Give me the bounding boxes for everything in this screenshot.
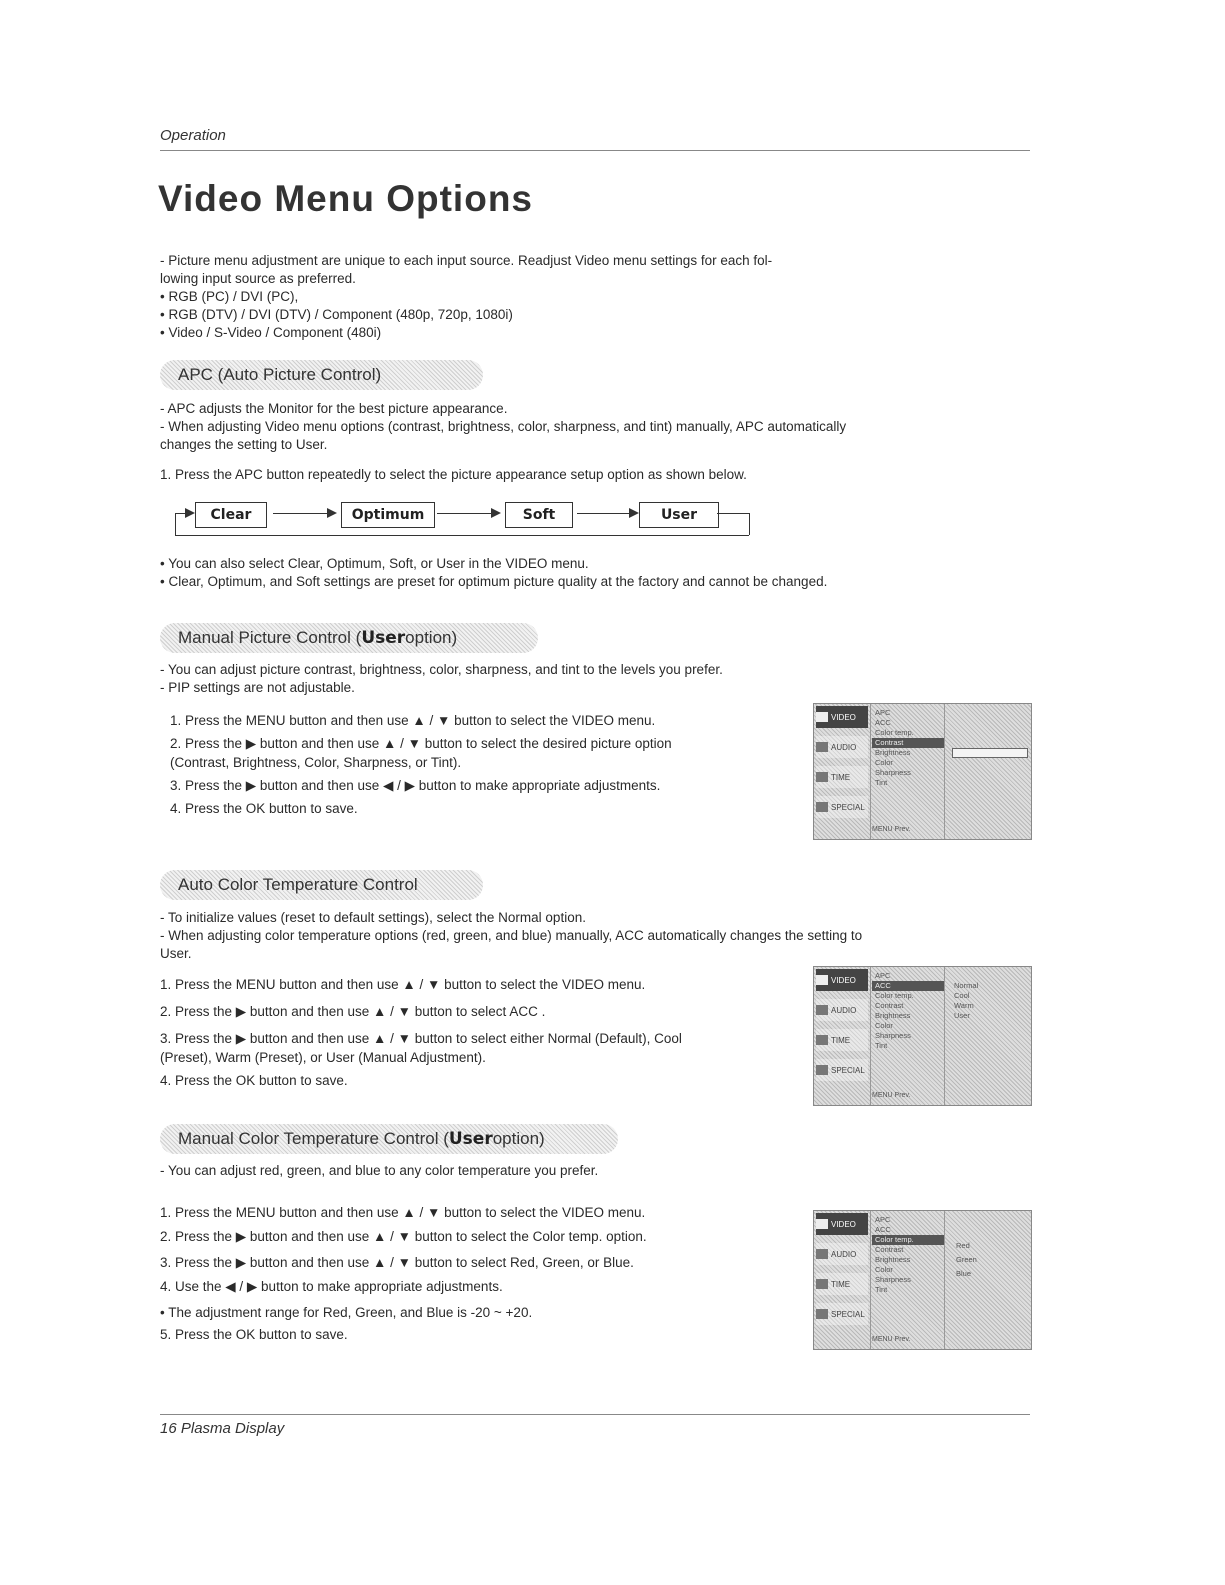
acc-option: Warm: [954, 1001, 974, 1010]
osd-item: ACC: [875, 718, 891, 727]
apc-note: - When adjusting Video menu options (contrast, brightness, color, sharpness, and tint) manually, APC automatically: [160, 419, 847, 434]
tab-time: [816, 1273, 868, 1295]
rgb-options: [956, 1239, 977, 1281]
osd-item: Contrast: [875, 1001, 904, 1010]
loop-bottom-line: [175, 535, 749, 536]
apc-bullet: • Clear, Optimum, and Soft settings are preset for optimum picture quality at the factory and cannot be changed.: [160, 574, 828, 589]
step: 3. Press the ▶ button and then use ▲ / ▼ button to select Red, Green, or Blue.: [160, 1255, 634, 1270]
tab-label: TIME: [831, 1035, 851, 1045]
arrow-icon: [175, 513, 193, 514]
osd-separator: [944, 1211, 945, 1349]
osd-footer: MENU Prev.: [872, 1336, 911, 1343]
clock-icon: [816, 772, 828, 782]
flow-user: User: [639, 502, 719, 528]
video-icon: [816, 975, 828, 985]
step: 3. Press the ▶ button and then use ▲ / ▼ button to select either Normal (Default), Cool: [160, 1031, 682, 1046]
osd-item: Tint: [875, 1041, 888, 1050]
tab-label: AUDIO: [831, 742, 857, 752]
auto-color-notes: [160, 909, 862, 963]
note: - You can adjust picture contrast, brightness, color, sharpness, and tint to the levels you prefer.: [160, 662, 723, 677]
osd-item: Sharpness: [875, 1031, 911, 1040]
banner-text: Manual Picture Control (: [178, 628, 362, 647]
step: (Contrast, Brightness, Color, Sharpness, or Tint).: [170, 755, 462, 770]
osd-item: Color: [875, 1265, 893, 1274]
special-icon: [816, 802, 828, 812]
audio-icon: [816, 742, 828, 752]
apc-notes: [160, 400, 846, 454]
intro-line: - Picture menu adjustment are unique to each input source. Readjust Video menu settings for each fol-: [160, 253, 773, 268]
tab-label: TIME: [831, 772, 851, 782]
flow-clear: Clear: [195, 502, 267, 528]
tab-label: VIDEO: [831, 975, 856, 985]
osd-separator: [944, 704, 945, 839]
arrow-icon: [437, 513, 499, 514]
osd-item: Color: [875, 758, 893, 767]
banner-text: option): [492, 1129, 545, 1148]
banner-bold: User: [448, 1129, 493, 1149]
apc-note: - APC adjusts the Monitor for the best picture appearance.: [160, 401, 508, 416]
osd-tabs: [814, 1211, 871, 1349]
loop-return-line: [717, 513, 749, 514]
apc-bullet: • You can also select Clear, Optimum, Soft, or User in the VIDEO menu.: [160, 556, 589, 571]
osd-item: Color: [875, 1021, 893, 1030]
tab-audio: [816, 736, 868, 758]
video-icon: [816, 1219, 828, 1229]
tab-label: SPECIAL: [831, 802, 865, 812]
section-header: Operation: [160, 127, 226, 144]
osd-item: Color temp.: [875, 991, 914, 1000]
step: (Preset), Warm (Preset), or User (Manual Adjustment).: [160, 1050, 486, 1065]
manual-picture-notes: [160, 661, 723, 697]
tab-label: AUDIO: [831, 1249, 857, 1259]
step: 3. Press the ▶ button and then use ◀ / ▶ button to make appropriate adjustments.: [170, 778, 661, 793]
tab-video: [816, 1213, 868, 1235]
auto-color-banner: Auto Color Temperature Control: [160, 870, 483, 900]
step: 5. Press the OK button to save.: [160, 1327, 348, 1342]
osd-item: Tint: [875, 778, 888, 787]
manual-picture-banner: [160, 623, 538, 653]
footer-rule: [160, 1414, 1030, 1415]
video-icon: [816, 712, 828, 722]
osd-item: Brightness: [875, 748, 911, 757]
osd-item: ACC: [875, 1225, 891, 1234]
tab-video: [816, 969, 868, 991]
osd-item: APC: [875, 708, 891, 717]
acc-option: Cool: [954, 991, 970, 1000]
osd-item: Tint: [875, 1285, 888, 1294]
special-icon: [816, 1309, 828, 1319]
tab-time: [816, 1029, 868, 1051]
step: 1. Press the MENU button and then use ▲ / ▼ button to select the VIDEO menu.: [170, 713, 656, 728]
arrow-icon: [577, 513, 637, 514]
acc-options: [954, 981, 978, 1021]
flow-soft: Soft: [505, 502, 573, 528]
osd-tabs: [814, 967, 871, 1105]
intro-line: • RGB (DTV) / DVI (DTV) / Component (480p, 720p, 1080i): [160, 307, 513, 322]
osd-item: APC: [875, 971, 891, 980]
tab-time: [816, 766, 868, 788]
tab-video: [816, 706, 868, 728]
step: • The adjustment range for Red, Green, and Blue is -20 ~ +20.: [160, 1305, 533, 1320]
audio-icon: [816, 1249, 828, 1259]
step: 2. Press the ▶ button and then use ▲ / ▼ button to select ACC .: [160, 1004, 546, 1019]
note: User.: [160, 946, 192, 961]
clock-icon: [816, 1035, 828, 1045]
note: - To initialize values (reset to default settings), select the Normal option.: [160, 910, 586, 925]
note: - When adjusting color temperature options (red, green, and blue) manually, ACC automatically changes the setting to: [160, 928, 863, 943]
tab-label: VIDEO: [831, 1219, 856, 1229]
tab-label: VIDEO: [831, 712, 856, 722]
note: - You can adjust red, green, and blue to any color temperature you prefer.: [160, 1163, 599, 1178]
acc-option: User: [954, 1011, 970, 1020]
osd-separator: [944, 967, 945, 1105]
manual-color-steps: [160, 1203, 647, 1344]
apc-step-1: 1. Press the APC button repeatedly to select the picture appearance setup option as shown below.: [160, 467, 747, 482]
loop-left-line: [175, 513, 176, 535]
tab-label: SPECIAL: [831, 1065, 865, 1075]
tab-audio: [816, 1243, 868, 1265]
osd-item-selected: Color temp.: [872, 1235, 944, 1245]
osd-list: [872, 971, 944, 1105]
adjust-slider: [952, 748, 1028, 758]
osd-color-temp-menu: [813, 1210, 1032, 1350]
clock-icon: [816, 1279, 828, 1289]
rgb-option: Blue: [956, 1269, 972, 1278]
osd-list: [872, 1215, 944, 1349]
osd-item: Sharpness: [875, 1275, 911, 1284]
apc-flow-diagram: [175, 498, 755, 538]
banner-text: Manual Color Temperature Control (: [178, 1129, 449, 1148]
osd-item: APC: [875, 1215, 891, 1224]
intro-line: lowing input source as preferred.: [160, 271, 356, 286]
tab-special: [816, 796, 868, 818]
osd-footer: MENU Prev.: [872, 1092, 911, 1099]
banner-bold: User: [361, 628, 406, 648]
rgb-option: Red: [956, 1241, 970, 1250]
tab-label: AUDIO: [831, 1005, 857, 1015]
arrow-icon: [273, 513, 335, 514]
tab-label: TIME: [831, 1279, 851, 1289]
intro-line: • RGB (PC) / DVI (PC),: [160, 289, 299, 304]
tab-special: [816, 1303, 868, 1325]
audio-icon: [816, 1005, 828, 1015]
note: - PIP settings are not adjustable.: [160, 680, 355, 695]
osd-footer: MENU Prev.: [872, 826, 911, 833]
tab-special: [816, 1059, 868, 1081]
osd-picture-menu: [813, 703, 1032, 840]
osd-item-selected: ACC: [872, 981, 944, 991]
intro-line: • Video / S-Video / Component (480i): [160, 325, 382, 340]
intro-block: [160, 252, 772, 342]
flow-optimum: Optimum: [341, 502, 435, 528]
tab-audio: [816, 999, 868, 1021]
osd-item: Brightness: [875, 1255, 911, 1264]
osd-item: Contrast: [875, 1245, 904, 1254]
osd-item-selected: Contrast: [872, 738, 944, 748]
osd-item: Color temp.: [875, 728, 914, 737]
tab-label: SPECIAL: [831, 1309, 865, 1319]
step: 1. Press the MENU button and then use ▲ / ▼ button to select the VIDEO menu.: [160, 977, 646, 992]
step: 4. Press the OK button to save.: [170, 801, 358, 816]
special-icon: [816, 1065, 828, 1075]
acc-option: Normal: [954, 981, 979, 990]
osd-item: Brightness: [875, 1011, 911, 1020]
page-title: Video Menu Options: [158, 178, 533, 219]
step: 1. Press the MENU button and then use ▲ / ▼ button to select the VIDEO menu.: [160, 1205, 646, 1220]
apc-banner: APC (Auto Picture Control): [160, 360, 483, 390]
step: 4. Use the ◀ / ▶ button to make appropriate adjustments.: [160, 1279, 503, 1294]
auto-color-steps: [160, 975, 682, 1090]
step: 4. Press the OK button to save.: [160, 1073, 348, 1088]
step: 2. Press the ▶ button and then use ▲ / ▼ button to select the desired picture option: [170, 736, 672, 751]
apc-note: changes the setting to User.: [160, 437, 328, 452]
header-rule: [160, 150, 1030, 151]
osd-tabs: [814, 704, 871, 839]
osd-list: [872, 708, 944, 839]
osd-acc-menu: [813, 966, 1032, 1106]
rgb-option: Green: [956, 1255, 977, 1264]
page-footer: 16 Plasma Display: [160, 1420, 285, 1437]
osd-item: Sharpness: [875, 768, 911, 777]
loop-right-line: [749, 513, 750, 535]
banner-text: option): [405, 628, 458, 647]
manual-picture-steps: [170, 711, 672, 818]
manual-color-notes: [160, 1162, 598, 1180]
step: 2. Press the ▶ button and then use ▲ / ▼ button to select the Color temp. option.: [160, 1229, 647, 1244]
apc-bullets: [160, 555, 827, 591]
manual-color-banner: [160, 1124, 618, 1154]
